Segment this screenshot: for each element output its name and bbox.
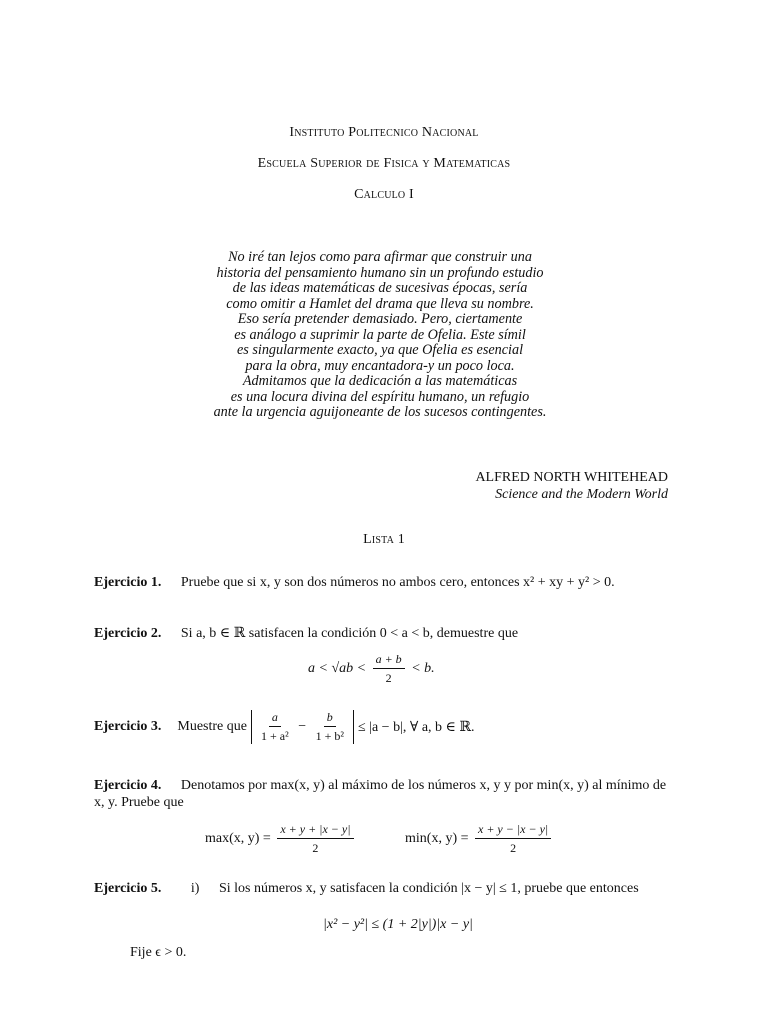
epigraph-line: historia del pensamiento humano sin un profundo estudio bbox=[216, 264, 544, 281]
epigraph-line: de las ideas matemáticas de sucesivas épocas, sería bbox=[232, 280, 528, 296]
minus-sign: − bbox=[298, 719, 307, 735]
exercise-4-continued: x, y. Pruebe que bbox=[94, 795, 184, 810]
exercise-2-formula bbox=[308, 652, 435, 686]
exercise-text: Denotamos por max(x, y) al máximo de los números x, y y por min(x, y) al mínimo de bbox=[180, 778, 667, 793]
absolute-value bbox=[251, 710, 354, 744]
exercise-text: Si a, b ∈ ℝ satisfacen la condición 0 < a < b, demuestre que bbox=[180, 626, 519, 641]
source-title: Science and the Modern World bbox=[495, 487, 668, 502]
epigraph-line: como omitir a Hamlet del drama que lleva su nombre. bbox=[226, 295, 534, 312]
fraction bbox=[475, 822, 551, 856]
numerator: a bbox=[269, 710, 281, 727]
exercise-1 bbox=[94, 575, 615, 591]
institution-title: Instituto Politecnico Nacional bbox=[289, 125, 479, 140]
epigraph-line: es singularmente exacto, ya que Ofelia es esencial bbox=[236, 342, 524, 358]
epigraph-attribution bbox=[475, 469, 668, 503]
exercise-5 bbox=[94, 881, 639, 897]
denominator: 1 + b² bbox=[315, 729, 344, 743]
exercise-text: Si los números x, y satisfacen la condición |x − y| ≤ 1, pruebe que entonces bbox=[218, 881, 639, 896]
exercise-label: Ejercicio 3. bbox=[94, 719, 162, 734]
epigraph bbox=[180, 250, 580, 421]
max-formula bbox=[205, 822, 357, 856]
numerator: x + y + |x − y| bbox=[277, 822, 353, 839]
fraction bbox=[277, 822, 353, 856]
denominator: 2 bbox=[312, 841, 319, 855]
epigraph-line: No iré tan lejos como para afirmar que construir una bbox=[228, 249, 532, 265]
exercise-label: Ejercicio 2. bbox=[94, 626, 162, 641]
numerator: a + b bbox=[373, 652, 405, 669]
exercise-3 bbox=[94, 710, 475, 744]
exercise-label: Ejercicio 1. bbox=[94, 575, 162, 590]
denominator: 2 bbox=[510, 841, 517, 855]
epigraph-line: para la obra, muy encantadora-y un poco loca. bbox=[245, 357, 515, 374]
exercise-text: Muestre que bbox=[177, 719, 247, 734]
epigraph-line: Admitamos que la dedicación a las matemáticas bbox=[242, 373, 518, 389]
fraction bbox=[258, 710, 292, 744]
exercise-5-formula: |x² − y²| ≤ (1 + 2|y|)|x − y| bbox=[323, 917, 473, 932]
formula-part: ≤ |a − b|, ∀ a, b ∈ ℝ. bbox=[357, 719, 475, 735]
exercise-label: Ejercicio 5. bbox=[94, 881, 162, 896]
exercise-text: Pruebe que si x, y son dos números no ambos cero, entonces x² + xy + y² > 0. bbox=[180, 575, 615, 590]
formula-part: < b. bbox=[411, 661, 435, 677]
formula-lhs: min(x, y) = bbox=[405, 831, 469, 847]
epigraph-line: ante la urgencia aguijoneante de los sucesos contingentes. bbox=[213, 404, 547, 420]
formula-lhs: max(x, y) = bbox=[205, 831, 271, 847]
school-title: Escuela Superior de Fisica y Matematicas bbox=[257, 156, 511, 171]
list-title: Lista 1 bbox=[363, 532, 405, 547]
numerator: x + y − |x − y| bbox=[475, 822, 551, 839]
epigraph-line: Eso sería pretender demasiado. Pero, ciertamente bbox=[237, 311, 523, 327]
exercise-2 bbox=[94, 625, 518, 642]
author-name: ALFRED NORTH WHITEHEAD bbox=[475, 470, 668, 485]
min-formula bbox=[405, 822, 554, 856]
denominator: 2 bbox=[385, 671, 392, 685]
denominator: 1 + a² bbox=[260, 729, 289, 743]
exercise-4 bbox=[94, 778, 666, 794]
exercise-5-note: Fije ϵ > 0. bbox=[130, 945, 187, 960]
item-marker: i) bbox=[190, 881, 200, 896]
epigraph-line: es análogo a suprimir la parte de Ofelia. Este símil bbox=[234, 326, 526, 343]
epigraph-line: es una locura divina del espíritu humano, un refugio bbox=[230, 388, 530, 405]
course-title: Calculo I bbox=[354, 187, 414, 202]
exercise-label: Ejercicio 4. bbox=[94, 778, 162, 793]
numerator: b bbox=[324, 710, 336, 727]
fraction bbox=[313, 710, 347, 744]
formula-part: a < √ab < bbox=[308, 661, 367, 677]
fraction bbox=[373, 652, 405, 686]
